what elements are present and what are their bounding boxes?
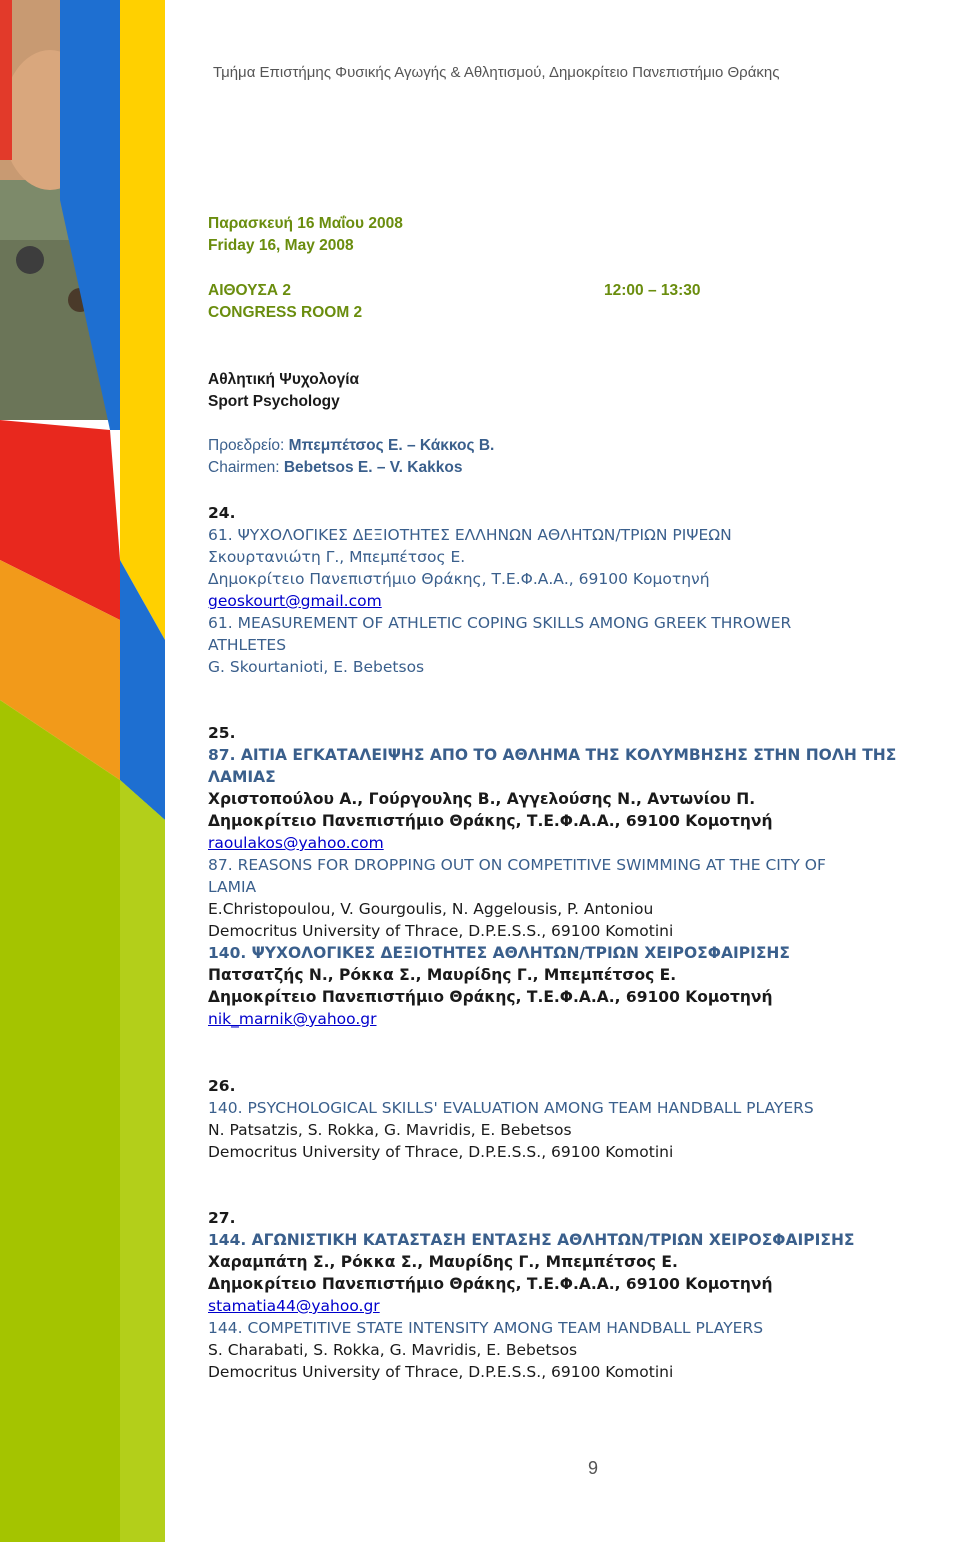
abstract-title-english-cont: LAMIA xyxy=(208,878,257,896)
session-title-greek: Αθλητική Ψυχολογία xyxy=(208,371,360,388)
abstract-authors-english: N. Patsatzis, S. Rokka, G. Mavridis, E. Bebetsos xyxy=(208,1121,572,1139)
abstract-title-greek-cont: ΛΑΜΙΑΣ xyxy=(208,768,276,786)
chairs-greek-label: Προεδρείο: xyxy=(208,437,285,454)
email-link[interactable]: nik_marnik@yahoo.gr xyxy=(208,1010,377,1028)
abstract-title-greek: 61. ΨΥΧΟΛΟΓΙΚΕΣ ΔΕΞΙΟΤΗΤΕΣ ΕΛΛΗΝΩΝ ΑΘΛΗΤΩΝ/ΤΡΙΩΝ ΡΙΨΕΩΝ xyxy=(208,526,732,544)
abstract-title-english: 61. MEASUREMENT OF ATHLETIC COPING SKILLS AMONG GREEK THROWER xyxy=(208,614,792,632)
chairs-greek-names: Μπεμπέτσος Ε. – Κάκκος Β. xyxy=(288,437,495,454)
abstract-title-greek: 140. ΨΥΧΟΛΟΓΙΚΕΣ ΔΕΞΙΟΤΗΤΕΣ ΑΘΛΗΤΩΝ/ΤΡΙΩΝ ΧΕΙΡΟΣΦΑΙΡΙΣΗΣ xyxy=(208,944,790,962)
abstract-title-greek: 144. ΑΓΩΝΙΣΤΙΚΗ ΚΑΤΑΣΤΑΣΗ ΕΝΤΑΣΗΣ ΑΘΛΗΤΩΝ/ΤΡΙΩΝ ΧΕΙΡΟΣΦΑΙΡΙΣΗΣ xyxy=(208,1231,855,1249)
abstract-authors-greek: Σκουρτανιώτη Γ., Μπεμπέτσος Ε. xyxy=(208,548,466,566)
entry-number: 26. xyxy=(208,1077,236,1095)
email-link[interactable]: raoulakos@yahoo.com xyxy=(208,834,384,852)
abstract-authors-greek: Χαραμπάτη Σ., Ρόκκα Σ., Μαυρίδης Γ., Μπεμπέτσος Ε. xyxy=(208,1253,678,1271)
chairs-greek xyxy=(208,436,494,456)
abstract-authors-english: E.Christopoulou, V. Gourgoulis, N. Aggelousis, P. Antoniou xyxy=(208,900,654,918)
date-greek: Παρασκευή 16 Μαΐου 2008 xyxy=(208,215,403,232)
email-link[interactable]: stamatia44@yahoo.gr xyxy=(208,1297,380,1315)
abstract-title-greek: 87. ΑΙΤΙΑ ΕΓΚΑΤΑΛΕΙΨΗΣ ΑΠΟ ΤΟ ΑΘΛΗΜΑ ΤΗΣ ΚΟΛΥΜΒΗΣΗΣ ΣΤΗΝ ΠΟΛΗ ΤΗΣ xyxy=(208,746,897,764)
entry-number: 25. xyxy=(208,724,236,742)
abstract-authors-english: S. Charabati, S. Rokka, G. Mavridis, E. Bebetsos xyxy=(208,1341,578,1359)
page-header: Τμήμα Επιστήμης Φυσικής Αγωγής & Αθλητισμού, Δημοκρίτειο Πανεπιστήμιο Θράκης xyxy=(213,64,780,81)
entry-number: 27. xyxy=(208,1209,236,1227)
entry-number: 24. xyxy=(208,504,236,522)
abstract-title-english: 87. REASONS FOR DROPPING OUT ON COMPETITIVE SWIMMING AT THE CITY OF xyxy=(208,856,826,874)
abstract-title-english: 144. COMPETITIVE STATE INTENSITY AMONG TEAM HANDBALL PLAYERS xyxy=(208,1319,764,1337)
chairs-english-label: Chairmen: xyxy=(208,459,280,476)
room-greek: ΑΙΘΟΥΣΑ 2 xyxy=(208,282,291,299)
page-number: 9 xyxy=(588,1458,599,1478)
abstract-affiliation-english: Democritus University of Thrace, D.P.E.S.S., 69100 Komotini xyxy=(208,1143,674,1161)
abstract-affiliation-english: Democritus University of Thrace, D.P.E.S.S., 69100 Komotini xyxy=(208,922,674,940)
chairs-english-names: Bebetsos E. – V. Kakkos xyxy=(283,459,463,476)
abstract-affiliation-greek: Δημοκρίτειο Πανεπιστήμιο Θράκης, Τ.Ε.Φ.Α.Α., 69100 Κομοτηνή xyxy=(208,812,773,830)
abstract-authors-english: G. Skourtanioti, E. Bebetsos xyxy=(208,658,425,676)
chairs-english xyxy=(208,458,462,478)
session-title-english: Sport Psychology xyxy=(208,393,340,410)
abstract-title-english: 140. PSYCHOLOGICAL SKILLS' EVALUATION AMONG TEAM HANDBALL PLAYERS xyxy=(208,1099,814,1117)
decorative-side-band xyxy=(0,0,170,1542)
session-time: 12:00 – 13:30 xyxy=(604,282,701,299)
abstract-affiliation-greek: Δημοκρίτειο Πανεπιστήμιο Θράκης, Τ.Ε.Φ.Α.Α., 69100 Κομοτηνή xyxy=(208,988,773,1006)
date-english: Friday 16, May 2008 xyxy=(208,237,354,254)
abstract-title-english-cont: ATHLETES xyxy=(208,636,287,654)
abstract-authors-greek: Χριστοπούλου Α., Γούργουλης Β., Αγγελούσης Ν., Αντωνίου Π. xyxy=(208,790,756,808)
room-english: CONGRESS ROOM 2 xyxy=(208,304,363,321)
abstract-affiliation-english: Democritus University of Thrace, D.P.E.S.S., 69100 Komotini xyxy=(208,1363,674,1381)
email-link[interactable]: geoskourt@gmail.com xyxy=(208,592,382,610)
abstract-authors-greek: Πατσατζής Ν., Ρόκκα Σ., Μαυρίδης Γ., Μπεμπέτσος Ε. xyxy=(208,966,677,984)
abstract-affiliation-greek: Δημοκρίτειο Πανεπιστήμιο Θράκης, Τ.Ε.Φ.Α.Α., 69100 Κομοτηνή xyxy=(208,1275,773,1293)
abstract-affiliation-greek: Δημοκρίτειο Πανεπιστήμιο Θράκης, Τ.Ε.Φ.Α.Α., 69100 Κομοτηνή xyxy=(208,570,710,588)
